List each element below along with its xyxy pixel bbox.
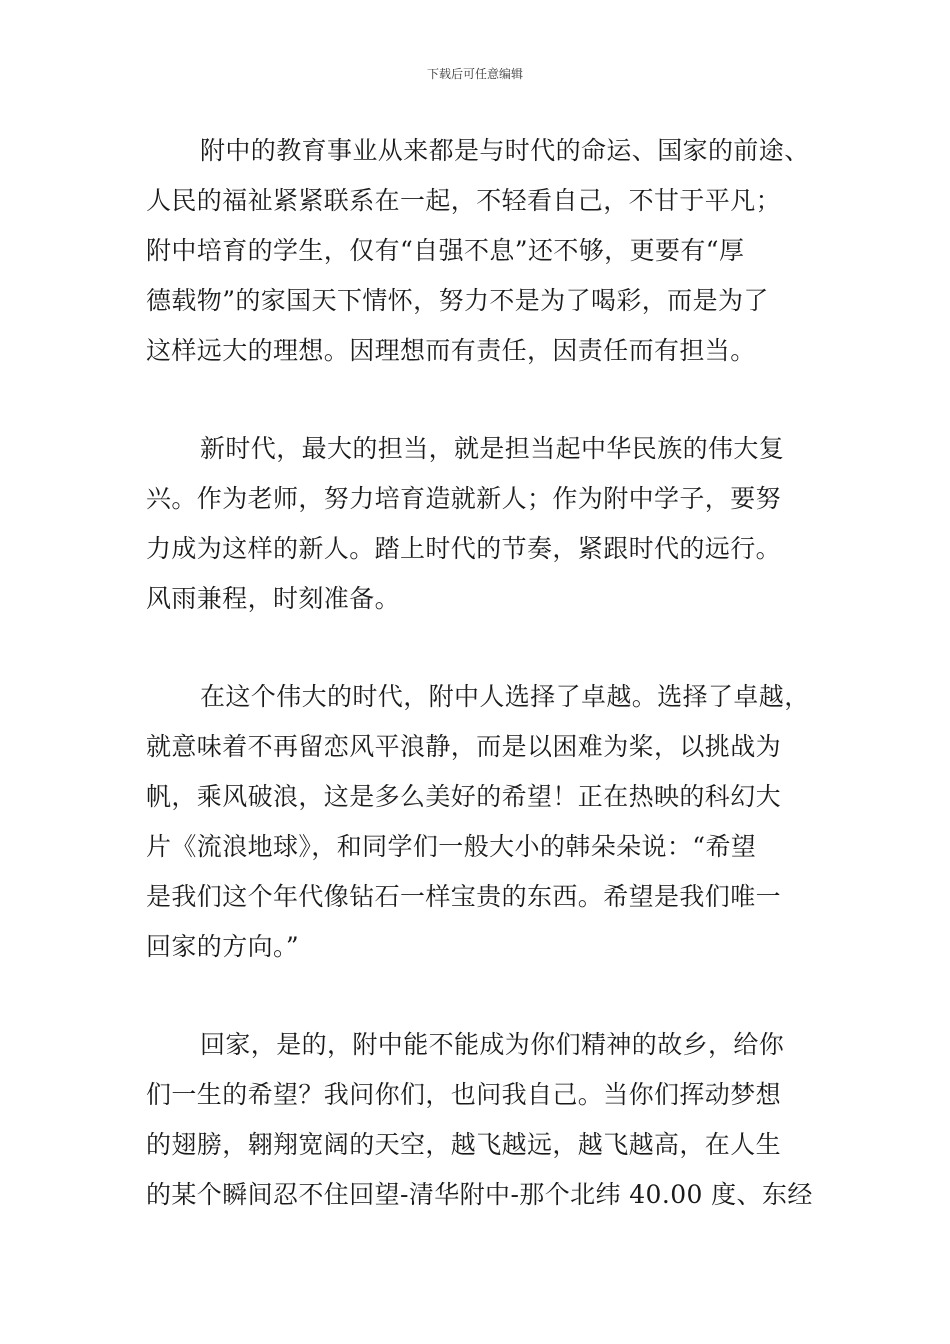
paragraph-line: 就意味着不再留恋风平浪静，而是以困难为桨，以挑战为	[146, 732, 782, 761]
page-header: 下载后可任意编辑	[426, 67, 523, 81]
paragraph-line: 这样远大的理想。因理想而有责任，因责任而有担当。	[146, 336, 756, 365]
paragraph-line: 的某个瞬间忍不住回望-清华附中-那个北纬 40.00 度、东经	[146, 1180, 813, 1209]
paragraph-line: 附中培育的学生，仅有“自强不息”还不够，更要有“厚	[146, 236, 745, 265]
paragraph-line: 回家，是的，附中能不能成为你们精神的故乡，给你	[200, 1030, 785, 1059]
paragraph-line: 兴。作为老师，努力培育造就新人；作为附中学子，要努	[146, 484, 782, 513]
paragraph-line: 回家的方向。”	[146, 932, 300, 961]
paragraph-line: 帆，乘风破浪，这是多么美好的希望！正在热映的科幻大	[146, 782, 782, 811]
paragraph-line: 德载物”的家国天下情怀，努力不是为了喝彩，而是为了	[146, 286, 769, 315]
paragraph-line: 是我们这个年代像钻石一样宝贵的东西。希望是我们唯一	[146, 882, 782, 911]
paragraph-line: 人民的福祉紧紧联系在一起，不轻看自己，不甘于平凡；	[146, 186, 782, 215]
paragraph-line: 们一生的希望？我问你们，也问我自己。当你们挥动梦想	[146, 1080, 782, 1109]
paragraph-line: 力成为这样的新人。踏上时代的节奏，紧跟时代的远行。	[146, 534, 782, 563]
paragraph-3	[146, 672, 836, 972]
paragraph-4	[146, 1020, 836, 1220]
paragraph-2	[146, 424, 836, 624]
paragraph-line: 风雨兼程，时刻准备。	[146, 584, 401, 613]
paragraph-line: 片《流浪地球》，和同学们一般大小的韩朵朵说：“希望	[146, 832, 757, 861]
paragraph-line: 的翅膀，翱翔宽阔的天空，越飞越远，越飞越高，在人生	[146, 1130, 782, 1159]
paragraph-line: 新时代，最大的担当，就是担当起中华民族的伟大复	[200, 434, 785, 463]
paragraph-line: 在这个伟大的时代，附中人选择了卓越。选择了卓越，	[200, 682, 810, 711]
paragraph-1	[146, 126, 836, 376]
paragraph-line: 附中的教育事业从来都是与时代的命运、国家的前途、	[200, 136, 810, 165]
